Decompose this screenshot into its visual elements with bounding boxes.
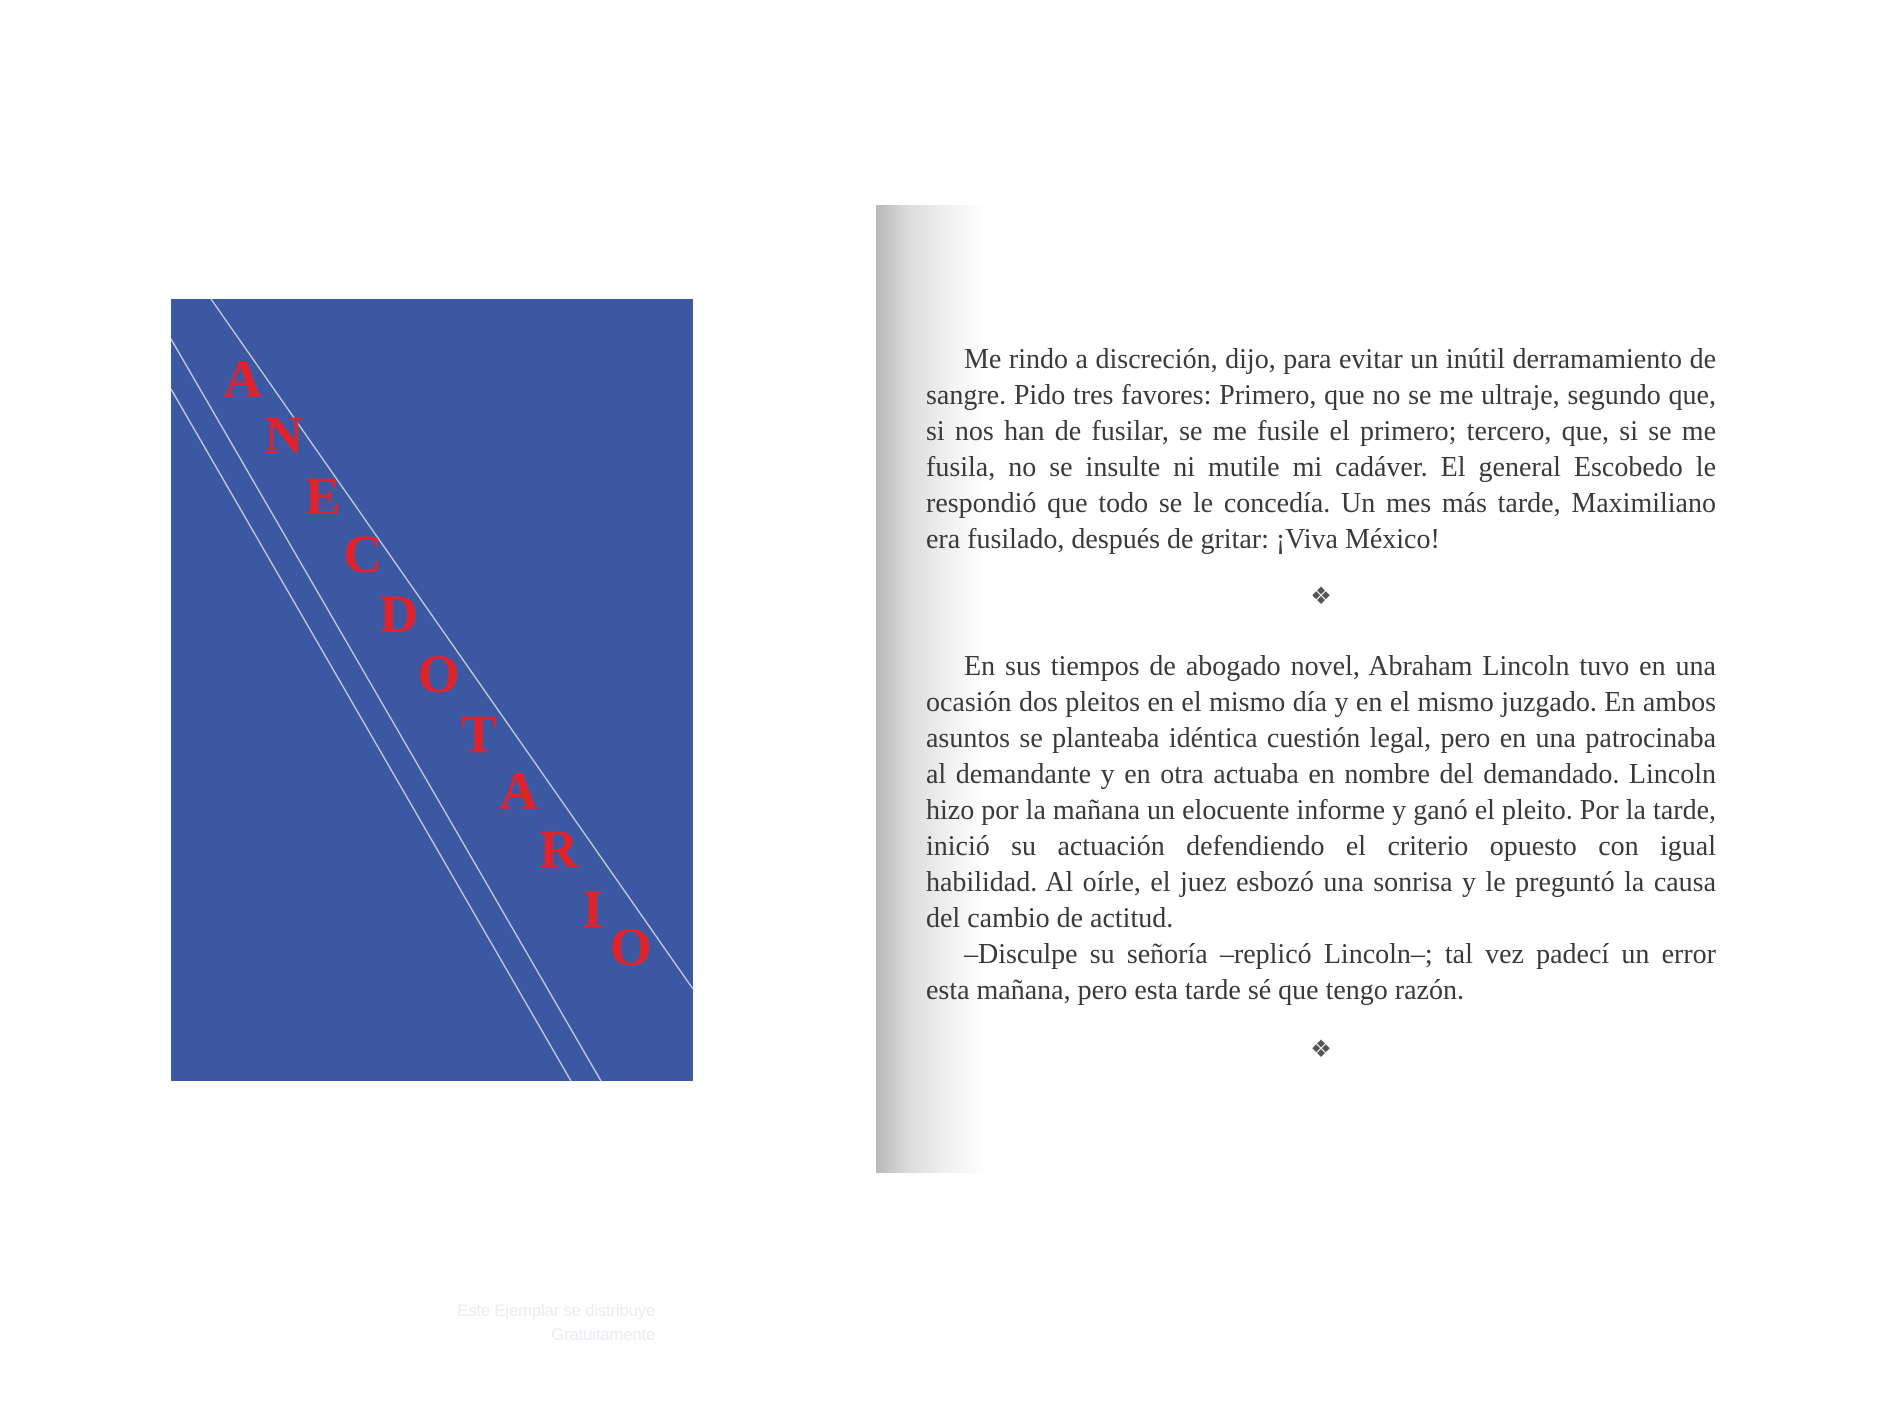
cover-title-letter: I	[582, 879, 604, 939]
cover-title-letter: C	[343, 524, 383, 584]
cover-note-line-1: Este Ejemplar se distribuye	[457, 1301, 655, 1320]
book-page	[876, 205, 1744, 1173]
anecdote-lincoln: En sus tiempos de abogado novel, Abraham Lincoln tuvo en una ocasión dos pleitos en el mismo día y en el mismo juzgado. En ambos asuntos se planteaba idéntica cuestión legal, pero en una patrocinaba al demandante y en otra actuaba en nombre del demandado. Lincoln hizo por la mañana un elocuente informe y ganó el pleito. Por la tarde, inició su actuación defendiendo el criterio opuesto con igual habilidad. Al oírle, el juez esbozó una sonrisa y le preguntó la causa del cambio de actitud.	[926, 651, 1716, 934]
cover-title-letter: R	[539, 819, 579, 879]
cover-title-letter: A	[499, 761, 539, 821]
book-cover	[171, 299, 693, 1344]
cover-title-letter: E	[304, 466, 342, 526]
page-body	[926, 342, 1744, 1064]
section-ornament: ❖	[1310, 584, 1332, 610]
cover-title-letter: O	[609, 917, 653, 977]
cover-title-letter: T	[460, 704, 498, 764]
cover-note-line-2: Gratuitamente	[551, 1325, 655, 1344]
anecdote-maximiliano: Me rindo a discreción, dijo, para evitar un inútil derramamiento de sangre. Pido tres favores: Primero, que no se me ultraje, segundo que, si nos han de fusilar, se me fusile el primero; tercero, que, si se me fusila, no se insulte ni mutile mi cadáver. El general Escobedo le respondió que todo se le concedía. Un mes más tarde, Maximiliano era fusilado, después de gritar: ¡Viva México!	[926, 344, 1716, 555]
section-ornament: ❖	[1310, 1037, 1332, 1063]
cover-line-1	[171, 339, 604, 1081]
cover-distribution-note	[457, 1299, 655, 1347]
cover-title-letter: N	[264, 405, 304, 465]
cover-title-letter: A	[223, 349, 263, 409]
cover-title-letter: O	[417, 644, 461, 704]
cover-line-2	[171, 389, 571, 1081]
cover-title-letter: D	[379, 584, 419, 644]
anecdote-lincoln-reply: –Disculpe su señoría –replicó Lincoln–; tal vez padecí un error esta mañana, pero esta tarde sé que tengo razón.	[926, 939, 1716, 1006]
